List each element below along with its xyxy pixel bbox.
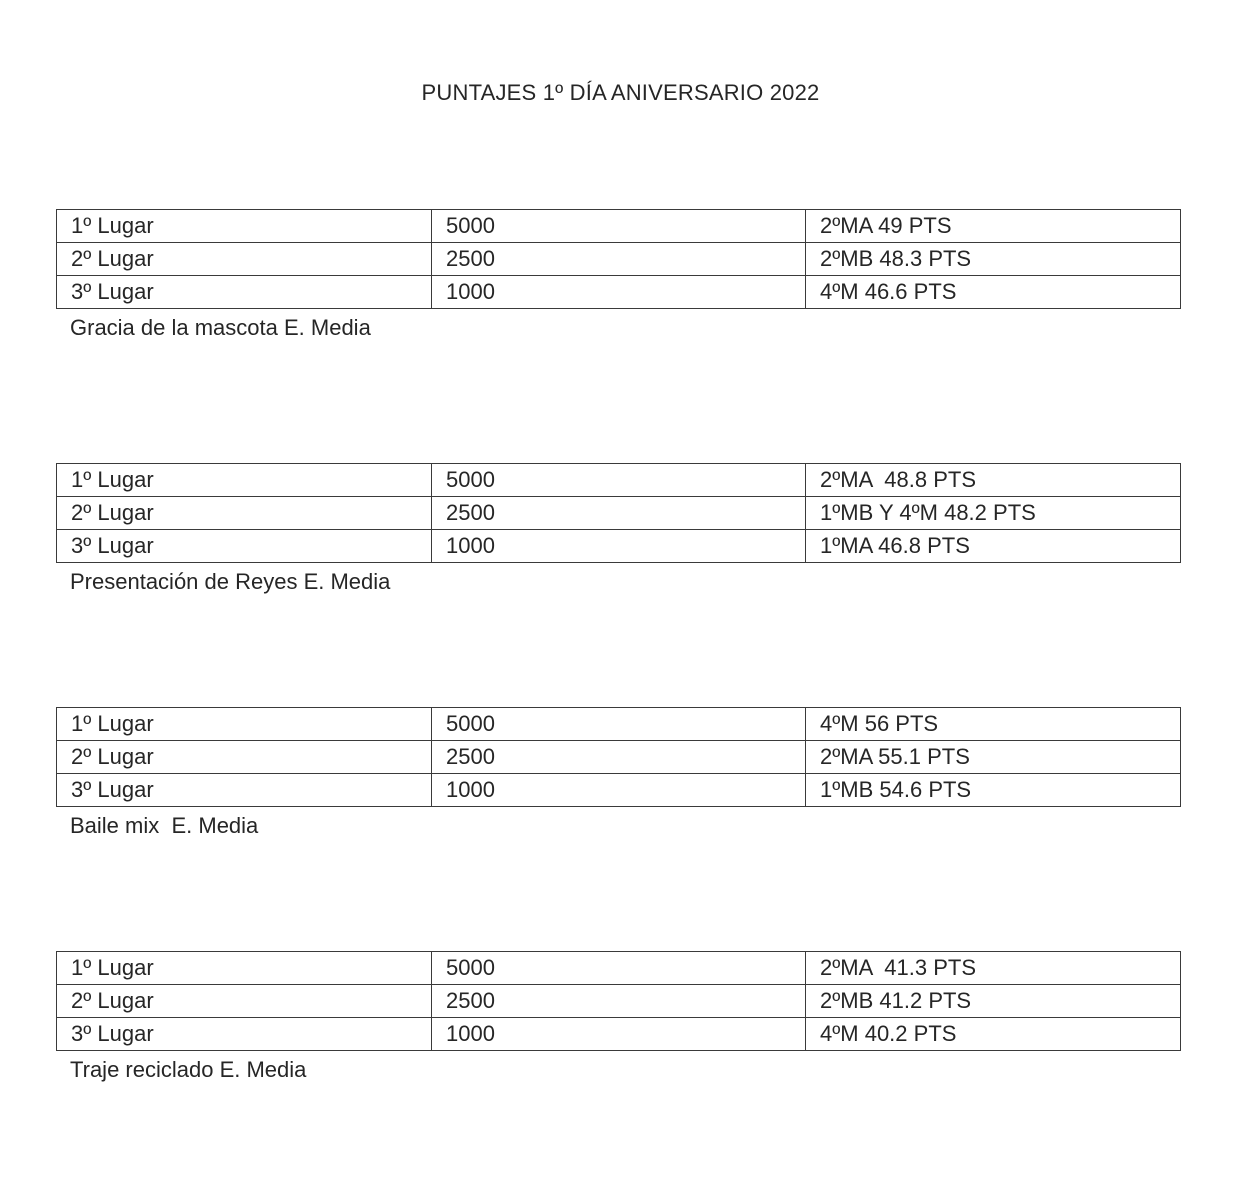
- points-cell: 2500: [432, 497, 806, 530]
- place-cell: 3º Lugar: [57, 530, 432, 563]
- table-row: [57, 774, 1181, 807]
- table-row: [57, 530, 1181, 563]
- place-cell: 2º Lugar: [57, 985, 432, 1018]
- winner-cell: 4ºM 46.6 PTS: [806, 276, 1181, 309]
- score-table: [56, 463, 1181, 563]
- score-table: [56, 951, 1181, 1051]
- place-cell: 1º Lugar: [57, 210, 432, 243]
- winner-cell: 2ºMB 41.2 PTS: [806, 985, 1181, 1018]
- score-table: [56, 209, 1181, 309]
- table-row: [57, 276, 1181, 309]
- section-caption: Traje reciclado E. Media: [70, 1057, 307, 1082]
- place-cell: 1º Lugar: [57, 464, 432, 497]
- section-caption: Gracia de la mascota E. Media: [70, 315, 371, 340]
- score-section-baile: [56, 707, 1180, 839]
- score-table: [56, 707, 1181, 807]
- place-cell: 2º Lugar: [57, 497, 432, 530]
- table-row: [57, 741, 1181, 774]
- table-row: [57, 210, 1181, 243]
- points-cell: 2500: [432, 243, 806, 276]
- points-cell: 5000: [432, 210, 806, 243]
- points-cell: 5000: [432, 464, 806, 497]
- points-cell: 2500: [432, 741, 806, 774]
- winner-cell: 1ºMA 46.8 PTS: [806, 530, 1181, 563]
- table-row: [57, 1018, 1181, 1051]
- table-row: [57, 708, 1181, 741]
- points-cell: 5000: [432, 952, 806, 985]
- score-section-reyes: [56, 463, 1180, 595]
- page-title: PUNTAJES 1º DÍA ANIVERSARIO 2022: [421, 80, 820, 105]
- place-cell: 3º Lugar: [57, 276, 432, 309]
- points-cell: 1000: [432, 530, 806, 563]
- winner-cell: 2ºMB 48.3 PTS: [806, 243, 1181, 276]
- section-caption: Baile mix E. Media: [70, 813, 259, 838]
- place-cell: 2º Lugar: [57, 243, 432, 276]
- place-cell: 2º Lugar: [57, 741, 432, 774]
- section-caption: Presentación de Reyes E. Media: [70, 569, 391, 594]
- place-cell: 1º Lugar: [57, 952, 432, 985]
- table-row: [57, 243, 1181, 276]
- place-cell: 3º Lugar: [57, 1018, 432, 1051]
- place-cell: 1º Lugar: [57, 708, 432, 741]
- winner-cell: 1ºMB 54.6 PTS: [806, 774, 1181, 807]
- points-cell: 1000: [432, 1018, 806, 1051]
- table-row: [57, 985, 1181, 1018]
- winner-cell: 2ºMA 49 PTS: [806, 210, 1181, 243]
- score-section-traje: [56, 951, 1180, 1083]
- points-cell: 1000: [432, 276, 806, 309]
- points-cell: 2500: [432, 985, 806, 1018]
- table-row: [57, 952, 1181, 985]
- points-cell: 5000: [432, 708, 806, 741]
- winner-cell: 1ºMB Y 4ºM 48.2 PTS: [806, 497, 1181, 530]
- points-cell: 1000: [432, 774, 806, 807]
- winner-cell: 2ºMA 41.3 PTS: [806, 952, 1181, 985]
- score-section-mascota: [56, 209, 1180, 341]
- winner-cell: 2ºMA 48.8 PTS: [806, 464, 1181, 497]
- winner-cell: 4ºM 40.2 PTS: [806, 1018, 1181, 1051]
- table-row: [57, 464, 1181, 497]
- place-cell: 3º Lugar: [57, 774, 432, 807]
- winner-cell: 4ºM 56 PTS: [806, 708, 1181, 741]
- winner-cell: 2ºMA 55.1 PTS: [806, 741, 1181, 774]
- table-row: [57, 497, 1181, 530]
